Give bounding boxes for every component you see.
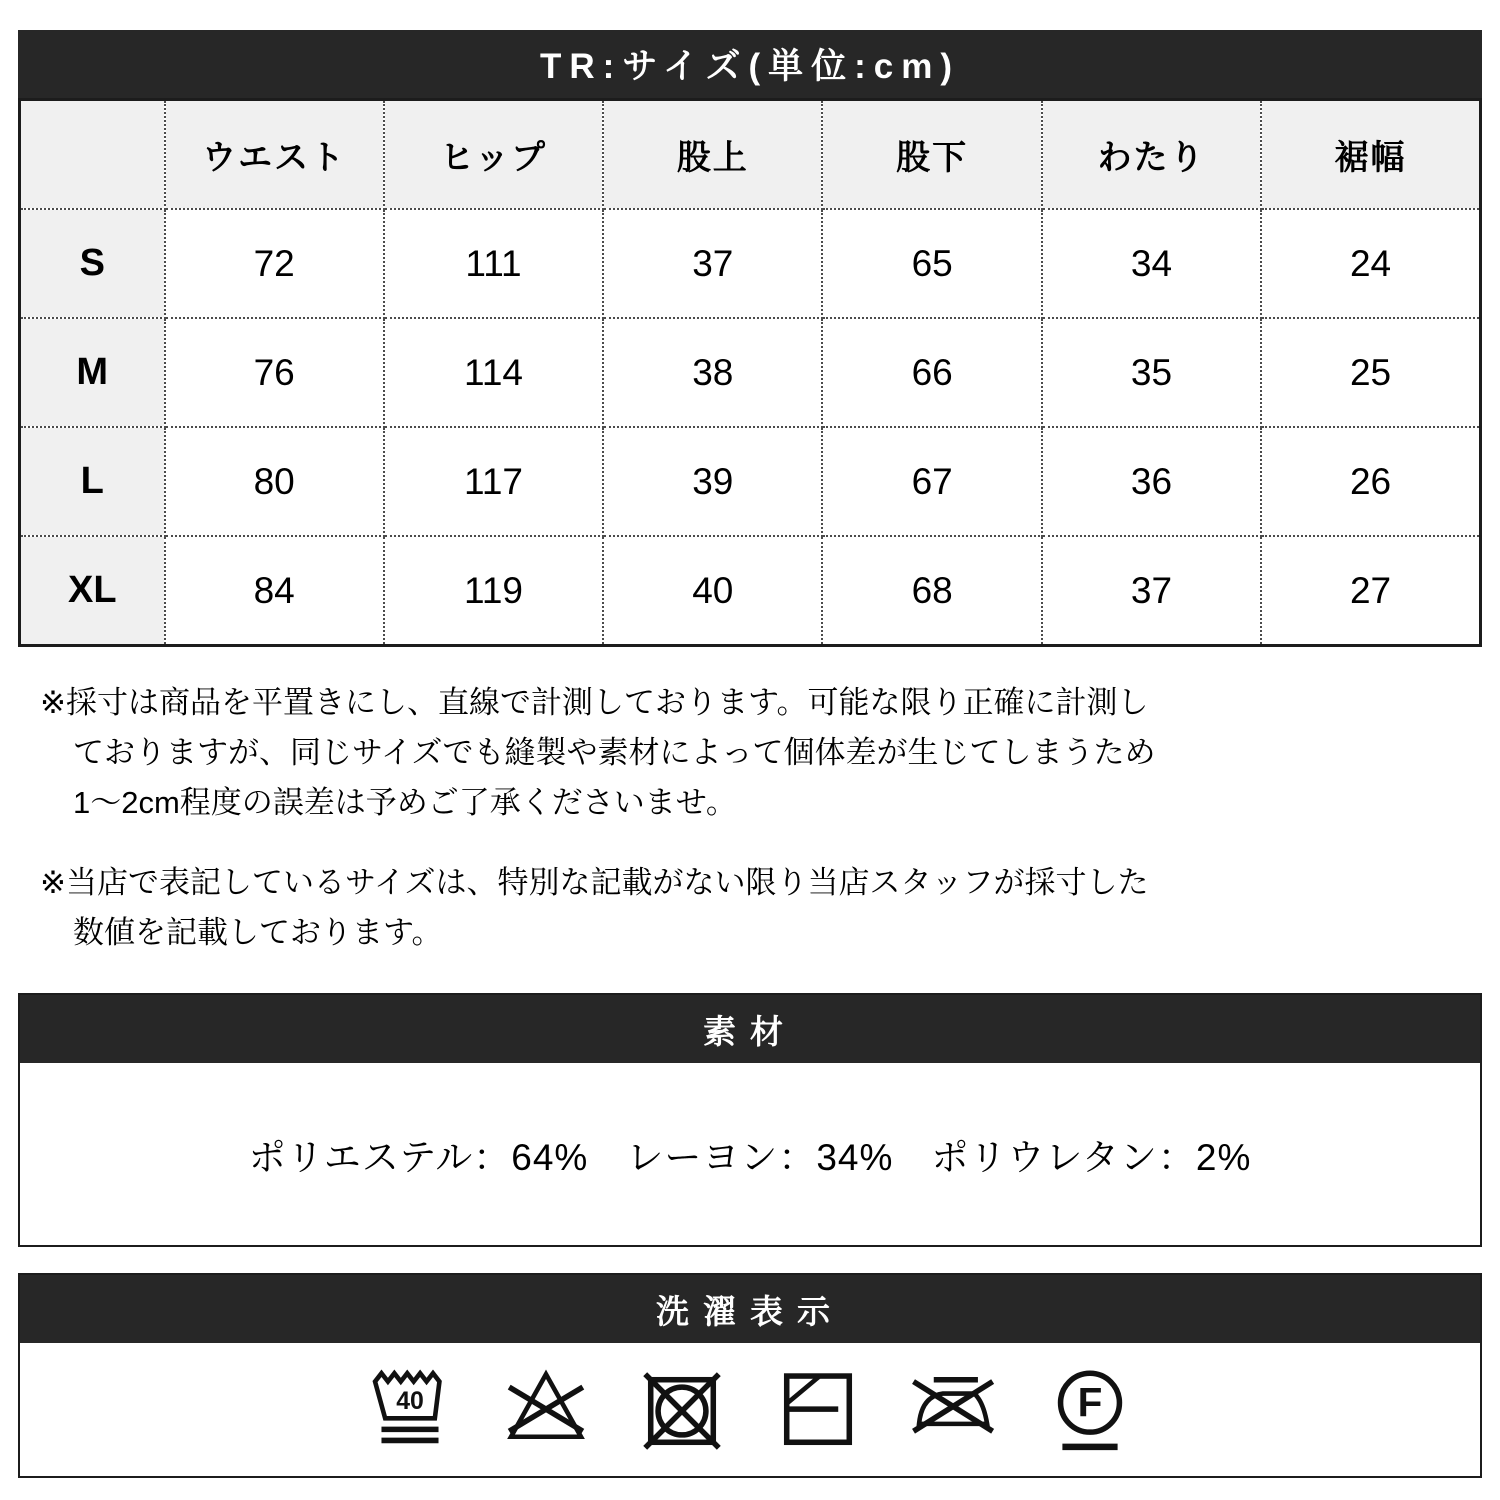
note-measurement-tolerance (40, 678, 1250, 828)
table-row-l (20, 427, 1481, 536)
cell-value: 39 (603, 427, 822, 536)
material-section-header (20, 995, 1480, 1063)
dry-clean-letter: F (1077, 1379, 1103, 1426)
cell-value: 117 (384, 427, 603, 536)
size-label-s: S (20, 209, 165, 318)
note-line: 数値を記載しております。 (73, 915, 443, 950)
note-staff-measured (40, 858, 1250, 958)
wash-temp-label: 40 (396, 1387, 424, 1415)
note-line: 1〜2cm程度の誤差は予めご了承くださいませ。 (73, 785, 737, 820)
column-header-hem: 裾幅 (1261, 100, 1480, 210)
cell-value: 72 (165, 209, 384, 318)
note-marker: ※ (40, 865, 66, 900)
size-chart-title: TR:サイズ(単位:cm) (539, 47, 961, 86)
table-row-xl (20, 536, 1481, 646)
cell-value: 76 (165, 318, 384, 427)
column-header-waist: ウエスト (165, 100, 384, 210)
do-not-iron-icon (908, 1365, 1000, 1457)
cell-value: 68 (822, 536, 1041, 646)
cell-value: 25 (1261, 318, 1480, 427)
cell-value: 80 (165, 427, 384, 536)
material-header-label: 素材 (703, 1012, 797, 1050)
dry-flat-in-shade-icon (772, 1365, 864, 1457)
do-not-bleach-icon (500, 1365, 592, 1457)
column-header-rise: 股上 (603, 100, 822, 210)
note-line: 当店で表記しているサイズは、特別な記載がない限り当店スタッフが採寸した (65, 865, 1149, 900)
cell-value: 67 (822, 427, 1041, 536)
wash-40-gentle-icon (364, 1365, 456, 1457)
size-label-m: M (20, 318, 165, 427)
cell-value: 114 (384, 318, 603, 427)
cell-value: 35 (1042, 318, 1261, 427)
cell-value: 36 (1042, 427, 1261, 536)
cell-value: 119 (384, 536, 603, 646)
cell-value: 37 (603, 209, 822, 318)
cell-value: 26 (1261, 427, 1480, 536)
column-header-hip: ヒップ (384, 100, 603, 210)
column-header-inseam: 股下 (822, 100, 1041, 210)
cell-value: 66 (822, 318, 1041, 427)
cell-value: 37 (1042, 536, 1261, 646)
cell-value: 65 (822, 209, 1041, 318)
size-table-header-row (20, 100, 1481, 210)
table-row-s (20, 209, 1481, 318)
material-section (18, 993, 1482, 1247)
cell-value: 34 (1042, 209, 1261, 318)
note-line: ておりますが、同じサイズでも縫製や素材によって個体差が生じてしまうため (73, 735, 1156, 770)
laundry-section (18, 1273, 1482, 1478)
cell-value: 27 (1261, 536, 1480, 646)
cell-value: 38 (603, 318, 822, 427)
corner-cell (20, 100, 165, 210)
column-header-thigh: わたり (1042, 100, 1261, 210)
table-row-m (20, 318, 1481, 427)
dry-clean-petroleum-icon (1044, 1365, 1136, 1457)
cell-value: 24 (1261, 209, 1480, 318)
size-chart-table (18, 98, 1482, 647)
cell-value: 40 (603, 536, 822, 646)
size-label-xl: XL (20, 536, 165, 646)
note-line: 採寸は商品を平置きにし、直線で計測しております。可能な限り正確に計測し (65, 685, 1149, 720)
material-composition: ポリエステル：64% レーヨン：34% ポリウレタン：2% (248, 1137, 1252, 1178)
cell-value: 84 (165, 536, 384, 646)
laundry-header-label: 洗濯表示 (656, 1292, 844, 1330)
note-marker: ※ (40, 685, 66, 720)
size-label-l: L (20, 427, 165, 536)
laundry-section-header (20, 1275, 1480, 1343)
measurement-notes (40, 678, 1250, 988)
laundry-symbols-row (20, 1343, 1480, 1474)
size-chart-title-bar (18, 30, 1482, 98)
cell-value: 111 (384, 209, 603, 318)
do-not-tumble-dry-icon (636, 1365, 728, 1457)
